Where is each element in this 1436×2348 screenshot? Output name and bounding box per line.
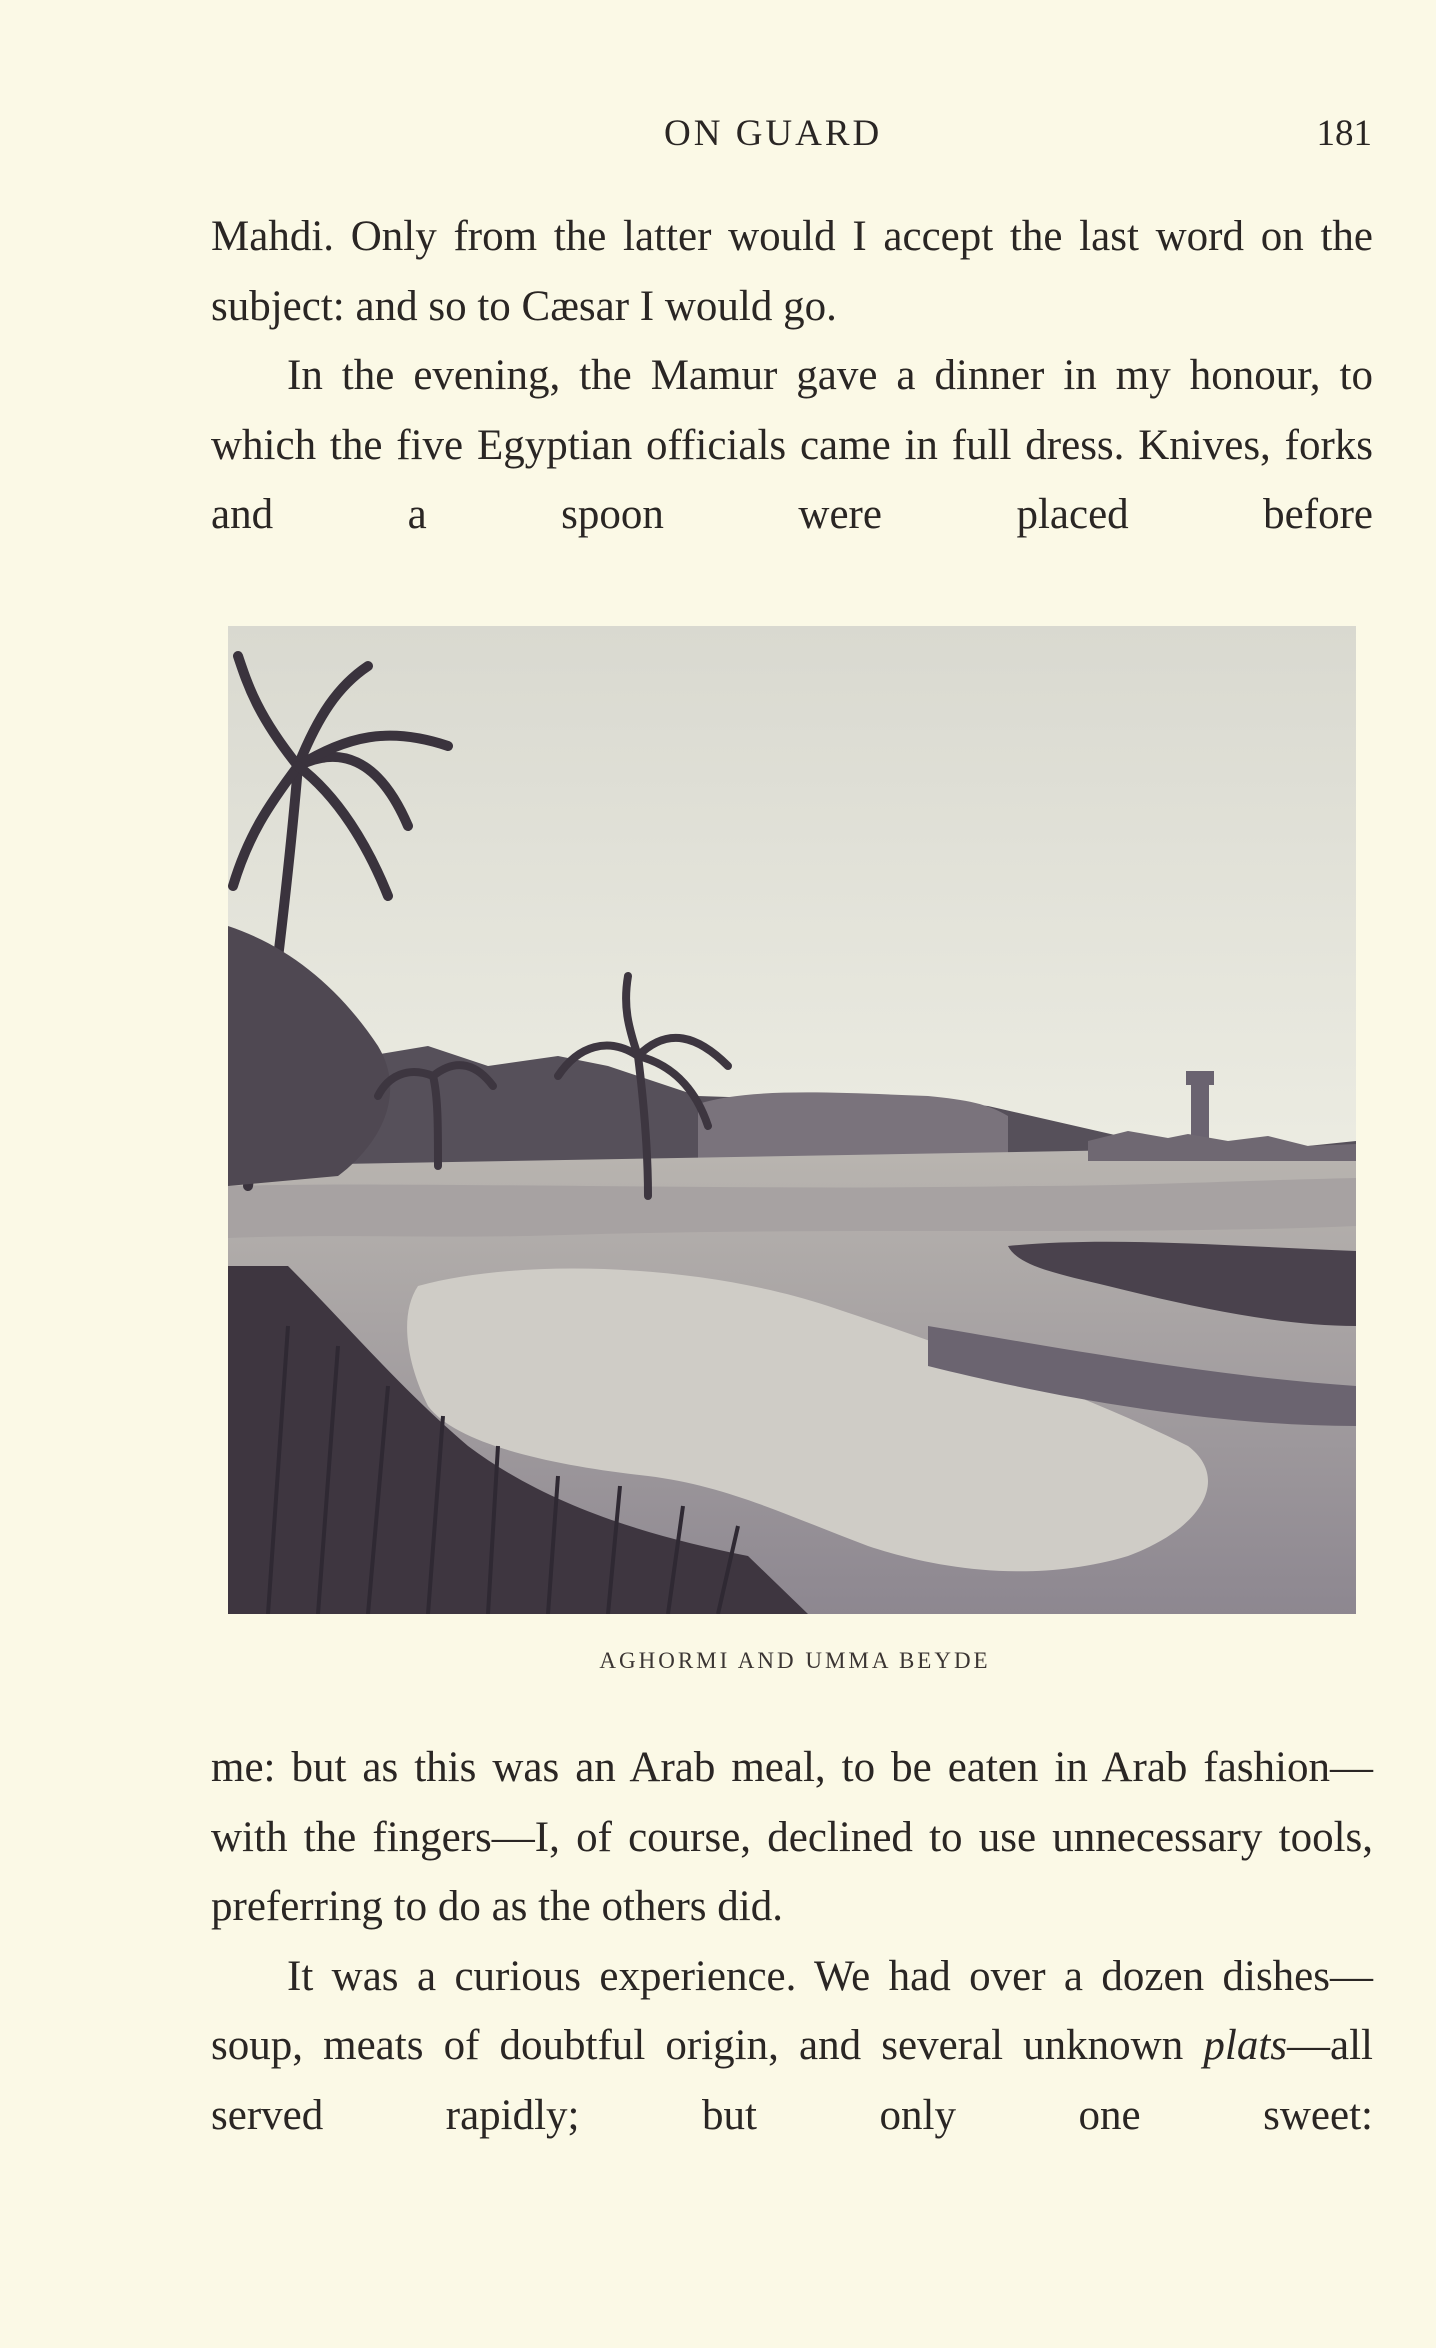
- running-head: [0, 104, 1436, 164]
- plate-caption: AGHORMI AND UMMA BEYDE: [599, 1648, 991, 1673]
- text-before-plate: [211, 202, 1373, 550]
- paragraph-text: —all served rapidly; but only one sweet:: [211, 2022, 1373, 2139]
- text-after-plate: [211, 1733, 1373, 2150]
- photo-plate: [228, 626, 1356, 1614]
- page-number: 181: [1316, 113, 1372, 154]
- paragraph: [211, 1942, 1373, 2151]
- minaret-top: [1186, 1071, 1214, 1085]
- paragraph: In the evening, the Mamur gave a dinner in my honour, to which the five Egyptian officials came in full dress. Knives, forks and a spoon were placed before: [211, 352, 1373, 538]
- paragraph: Mahdi. Only from the latter would I accept the last word on the subject: and so to Cæsar I would go.: [211, 213, 1373, 330]
- italic-word: plats: [1203, 2022, 1288, 2069]
- paragraph-text: It was a curious experience. We had over a dozen dishes—soup, meats of doubtful origin, and several unknown: [211, 1952, 1373, 2069]
- running-title: ON GUARD: [664, 113, 883, 154]
- paragraph: me: but as this was an Arab meal, to be eaten in Arab fashion—with the fingers—I, of course, declined to use unnecessary tools, preferring to do as the others did.: [211, 1744, 1373, 1930]
